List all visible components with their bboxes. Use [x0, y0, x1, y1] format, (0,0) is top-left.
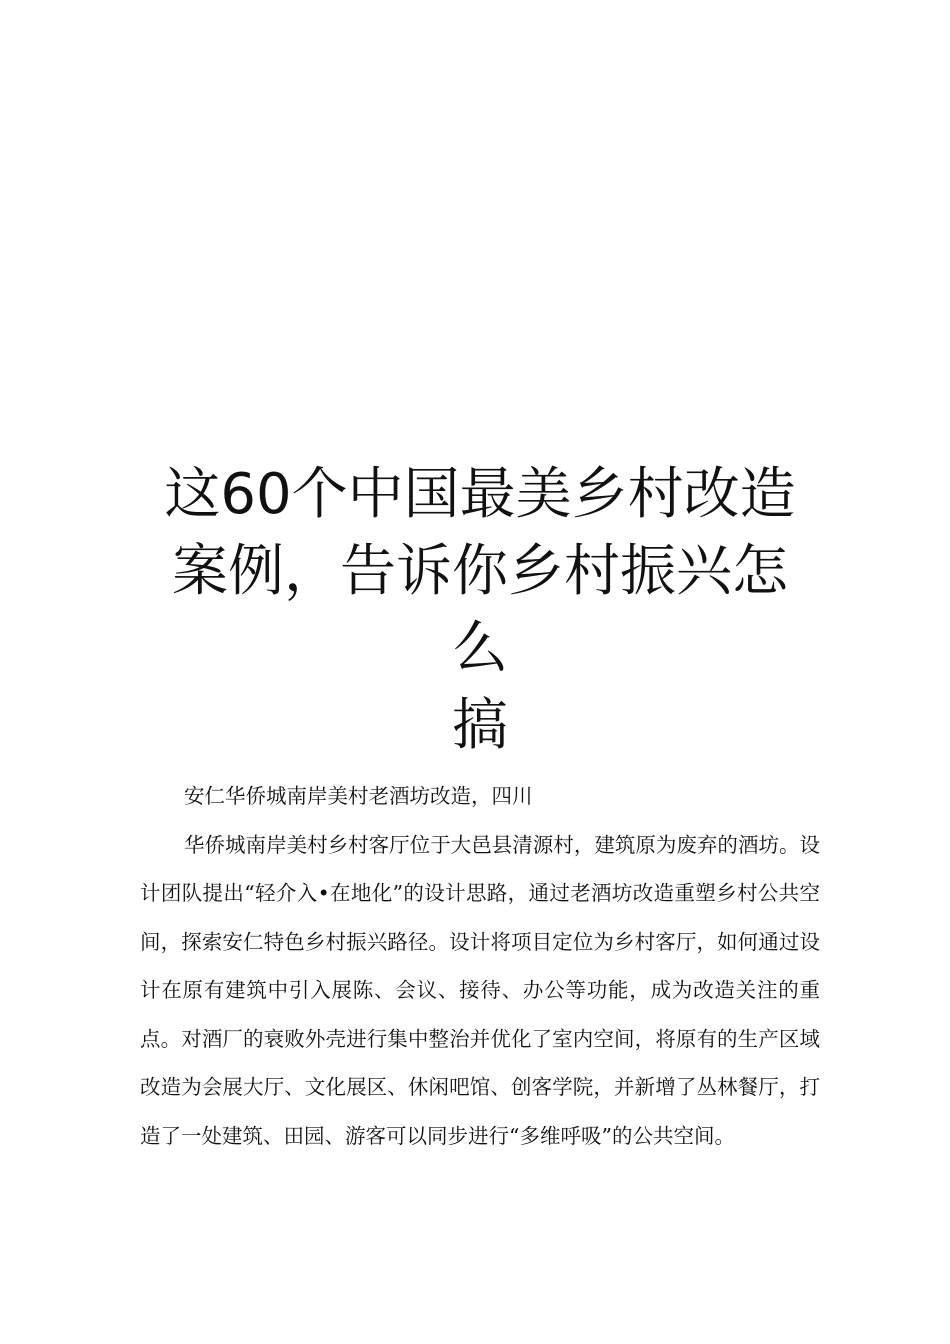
title-line: 这60个中国最美乡村改造	[164, 462, 796, 527]
section-subtitle: 安仁华侨城南岸美村老酒坊改造，四川	[184, 784, 533, 808]
body-paragraph: 华侨城南岸美村乡村客厅位于大邑县清源村，建筑原为废弃的酒坊。设计团队提出“轻介入•在地化”的设计思路，通过老酒坊改造重塑乡村公共空间，探索安仁特色乡村振兴路径。设计将项目定位为乡村客厅，如何通过设计在原有建筑中引入展陈、会议、接待、办公等功能，成为改造关注的重点。对酒厂的衰败外壳进行集中整治并优化了室内空间，将原有的生产区域改造为会展大厅、文化展区、休闲吧馆、创客学院，并新增了丛林餐厅，打造了一处建筑、田园、游客可以同步进行“多维呼吸”的公共空间。	[140, 832, 820, 1148]
document-title	[140, 456, 820, 764]
document-body	[140, 772, 820, 1160]
title-line: 么	[452, 616, 508, 681]
title-line: 搞	[452, 693, 508, 758]
title-line: 案例，告诉你乡村振兴怎	[172, 539, 788, 604]
